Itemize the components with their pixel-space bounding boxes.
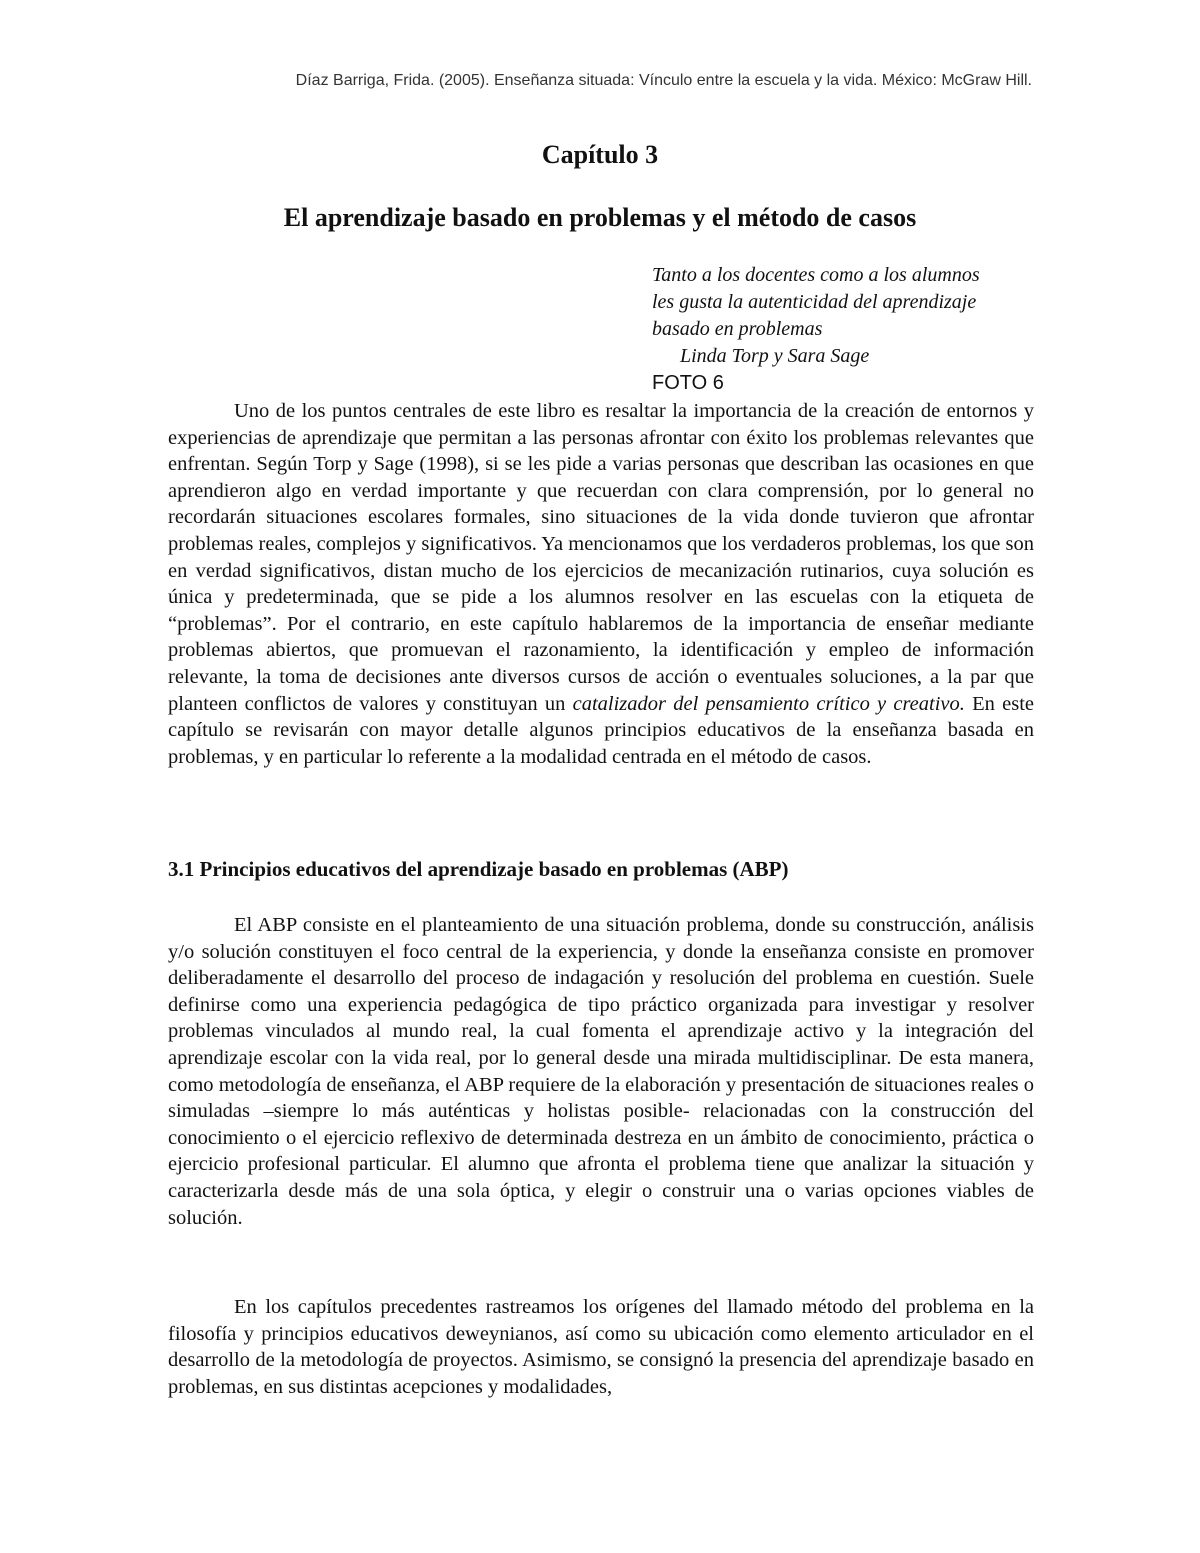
origins-paragraph: En los capítulos precedentes rastreamos los orígenes del llamado método del problema en la filosofía y principios educativos deweynianos, así como su ubicación como elemento articulador en el desarrollo de la metodología de proyectos. Asimismo, se consignó la presencia del aprendizaje basado en problemas, en sus distintas acepciones y modalidades,	[168, 1296, 1034, 1398]
abp-paragraph-block	[168, 912, 1034, 1231]
header-citation: Díaz Barriga, Frida. (2005). Enseñanza situada: Vínculo entre la escuela y la vida. México: McGraw Hill.	[295, 72, 1032, 89]
epigraph-line: les gusta la autenticidad del aprendizaje	[652, 291, 977, 313]
intro-paragraph	[168, 398, 1034, 770]
epigraph	[652, 262, 1072, 397]
chapter-label: Capítulo 3	[541, 140, 659, 169]
epigraph-line: Tanto a los docentes como a los alumnos	[652, 264, 980, 286]
abp-paragraph: El ABP consiste en el planteamiento de una situación problema, donde su construcción, análisis y/o solución constituyen el foco central de la experiencia, y donde la enseñanza consiste en promover deliberadamente el desarrollo del proceso de indagación y resolución del problema en cuestión. Suele definirse como una experiencia pedagógica de tipo práctico organizada para investigar y resolver problemas vinculados al mundo real, la cual fomenta el aprendizaje activo y la integración del aprendizaje escolar con la vida real, por lo general desde una mirada multidisciplinar. De esta manera, como metodología de enseñanza, el ABP requiere de la elaboración y presentación de situaciones reales o simuladas –siempre lo más auténticas y holistas posible- relacionadas con la construcción del conocimiento o el ejercicio reflexivo de determinada destreza en un ámbito de conocimiento, práctica o ejercicio profesional particular. El alumno que afronta el problema tiene que analizar la situación y caracterizarla desde más de una sola óptica, y elegir o construir una o varias opciones viables de solución.	[168, 914, 1034, 1229]
intro-paragraph-text-end: En este capítulo se revisarán con mayor detalle algunos principios educativos de la enseñanza basada en problemas, y en particular lo referente a la modalidad centrada en el método de casos.	[168, 692, 1034, 768]
chapter-title: El aprendizaje basado en problemas y el método de casos	[283, 203, 917, 232]
origins-paragraph-block	[168, 1294, 1034, 1400]
section-heading: 3.1 Principios educativos del aprendizaje basado en problemas (ABP)	[168, 857, 789, 881]
epigraph-line: basado en problemas	[652, 318, 823, 340]
intro-paragraph-block	[168, 398, 1034, 770]
intro-paragraph-emphasis: catalizador del pensamiento crítico y creativo.	[572, 692, 965, 715]
intro-paragraph-text: Uno de los puntos centrales de este libro es resaltar la importancia de la creación de entornos y experiencias de aprendizaje que permitan a las personas afrontar con éxito los problemas relevantes que enfrentan. Según Torp y Sage (1998), si se les pide a varias personas que describan las ocasiones en que aprendieron algo en verdad importante y que recuerdan con clara comprensión, por lo general no recordarán situaciones escolares formales, sino situaciones de la vida donde tuvieron que afrontar problemas reales, complejos y significativos. Ya mencionamos que los verdaderos problemas, los que son en verdad significativos, distan mucho de los ejercicios de mecanización rutinarios, cuya solución es única y predeterminada, que se pide a los alumnos resolver en las escuelas con la etiqueta de “problemas”. Por el contrario, en este capítulo hablaremos de la importancia de enseñar mediante problemas abiertos, que promuevan el razonamiento, la identificación y empleo de información relevante, la toma de decisiones ante diversos cursos de acción o eventuales soluciones, a la par que planteen conflictos de valores y constituyan un	[168, 400, 1034, 715]
epigraph-author: Linda Torp y Sara Sage	[680, 345, 870, 367]
photo-placeholder-label: FOTO 6	[652, 372, 724, 394]
